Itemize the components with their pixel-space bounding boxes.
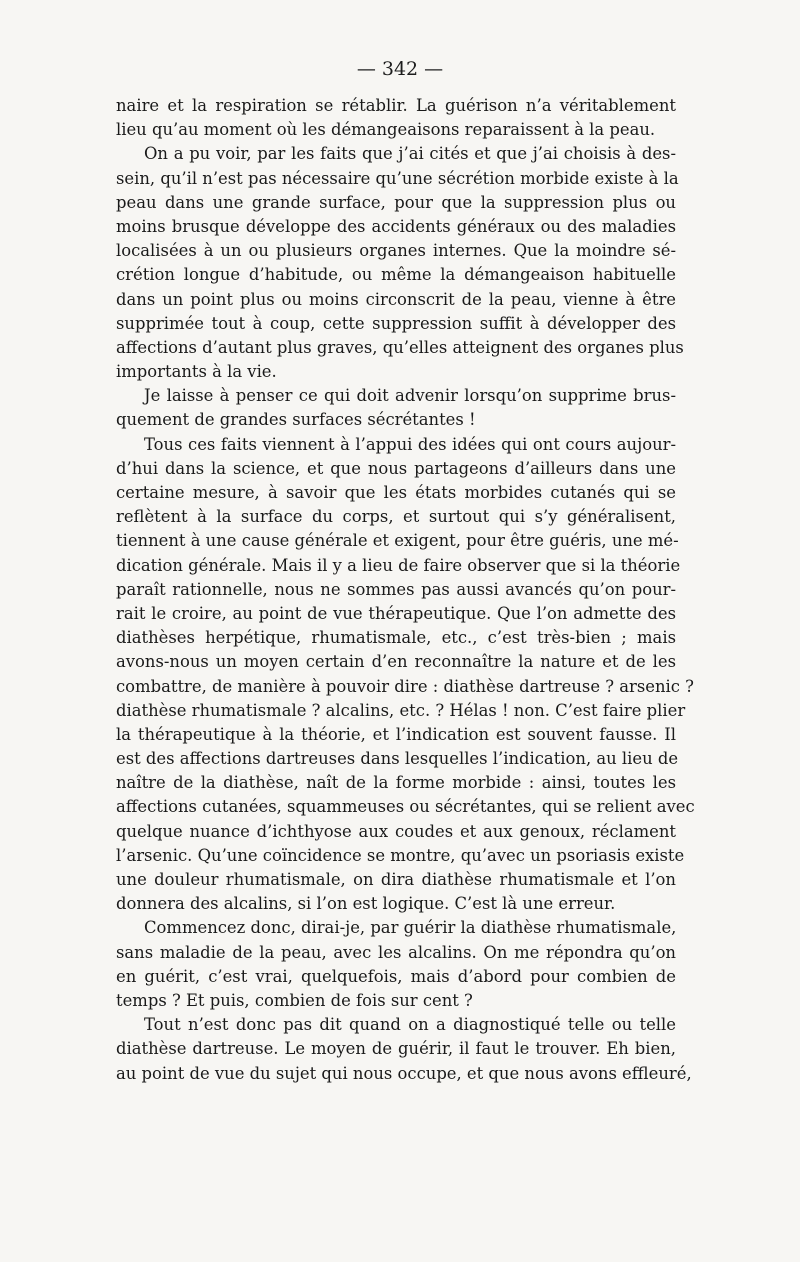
text-line: affections cutanées, squammeuses ou sécrétantes, qui se relient avec — [116, 797, 695, 817]
text-line: peau dans une grande surface, pour que la suppression plus ou — [116, 192, 676, 212]
text-line: l’arsenic. Qu’une coïncidence se montre, qu’avec un psoriasis existe — [116, 845, 685, 865]
text-line: rait le croire, au point de vue thérapeutique. Que l’on admette des — [116, 603, 676, 623]
text-line: moins brusque développe des accidents généraux ou des maladies — [116, 216, 676, 236]
paragraph-start-line: Tout n’est donc pas dit quand on a diagnostiqué telle ou telle — [144, 1015, 676, 1035]
text-line: paraît rationnelle, nous ne sommes pas aussi avancés qu’on pour- — [116, 579, 676, 599]
text-line: crétion longue d’habitude, ou même la démangeaison habituelle — [116, 265, 676, 285]
text-line: supprimée tout à coup, cette suppression suffit à développer des — [116, 313, 676, 333]
paragraph-start-line: Tous ces faits viennent à l’appui des idées qui ont cours aujour- — [144, 434, 676, 454]
text-line: diathèse dartreuse. Le moyen de guérir, il faut le trouver. Eh bien, — [116, 1039, 676, 1059]
text-line: sein, qu’il n’est pas nécessaire qu’une sécrétion morbide existe à la — [116, 168, 679, 188]
text-line: naître de la diathèse, naît de la forme morbide : ainsi, toutes les — [116, 773, 676, 793]
text-line: lieu qu’au moment où les démangeaisons reparaissent à la peau. — [116, 120, 656, 140]
text-line: diathèse rhumatismale ? alcalins, etc. ? Hélas ! non. C’est faire plier — [116, 700, 686, 720]
text-line: une douleur rhumatismale, on dira diathèse rhumatismale et l’on — [116, 870, 676, 889]
text-line: localisées à un ou plusieurs organes internes. Que la moindre sé- — [116, 241, 676, 261]
text-line: importants à la vie. — [116, 362, 277, 382]
text-line: reflètent à la surface du corps, et surtout qui s’y généralisent, — [116, 507, 676, 527]
paragraph-start-line: On a pu voir, par les faits que j’ai cités et que j’ai choisis à des- — [144, 144, 676, 164]
text-line: donnera des alcalins, si l’on est logique. C’est là une erreur. — [116, 894, 616, 914]
text-line: en guérit, c’est vrai, quelquefois, mais d’abord pour combien de — [116, 966, 676, 986]
text-line: quement de grandes surfaces sécrétantes ! — [116, 410, 476, 430]
text-line: quelque nuance d’ichthyose aux coudes et aux genoux, réclament — [116, 821, 676, 841]
text-line: naire et la respiration se rétablir. La guérison n’a véritablement — [116, 96, 676, 115]
text-line: d’hui dans la science, et que nous partageons d’ailleurs dans une — [116, 458, 676, 478]
text-line: temps ? Et puis, combien de fois sur cent ? — [116, 990, 473, 1010]
text-line: la thérapeutique à la théorie, et l’indication est souvent fausse. Il — [116, 724, 676, 744]
text-line: sans maladie de la peau, avec les alcalins. On me répondra qu’on — [116, 942, 676, 962]
text-line: certaine mesure, à savoir que les états morbides cutanés qui se — [116, 483, 676, 502]
body-text — [116, 94, 695, 1086]
text-line: affections d’autant plus graves, qu’elles atteignent des organes plus — [116, 337, 684, 357]
text-line: au point de vue du sujet qui nous occupe, et que nous avons effleuré, — [116, 1063, 692, 1083]
text-line: dans un point plus ou moins circonscrit de la peau, vienne à être — [116, 289, 676, 309]
page-number-header: — 342 — — [356, 58, 444, 80]
paragraph-start-line: Je laisse à penser ce qui doit advenir lorsqu’on supprime brus- — [144, 386, 676, 406]
text-line: tiennent à une cause générale et exigent, pour être guéris, une mé- — [116, 531, 679, 551]
text-line: combattre, de manière à pouvoir dire : diathèse dartreuse ? arsenic ? — [116, 676, 694, 696]
text-line: diathèses herpétique, rhumatismale, etc., c’est très-bien ; mais — [116, 628, 676, 648]
paragraph-start-line: Commencez donc, dirai-je, par guérir la diathèse rhumatismale, — [144, 918, 677, 938]
text-line: avons-nous un moyen certain d’en reconnaître la nature et de les — [116, 652, 676, 672]
text-line: est des affections dartreuses dans lesquelles l’indication, au lieu de — [116, 749, 679, 769]
text-line: dication générale. Mais il y a lieu de faire observer que si la théorie — [116, 555, 681, 575]
